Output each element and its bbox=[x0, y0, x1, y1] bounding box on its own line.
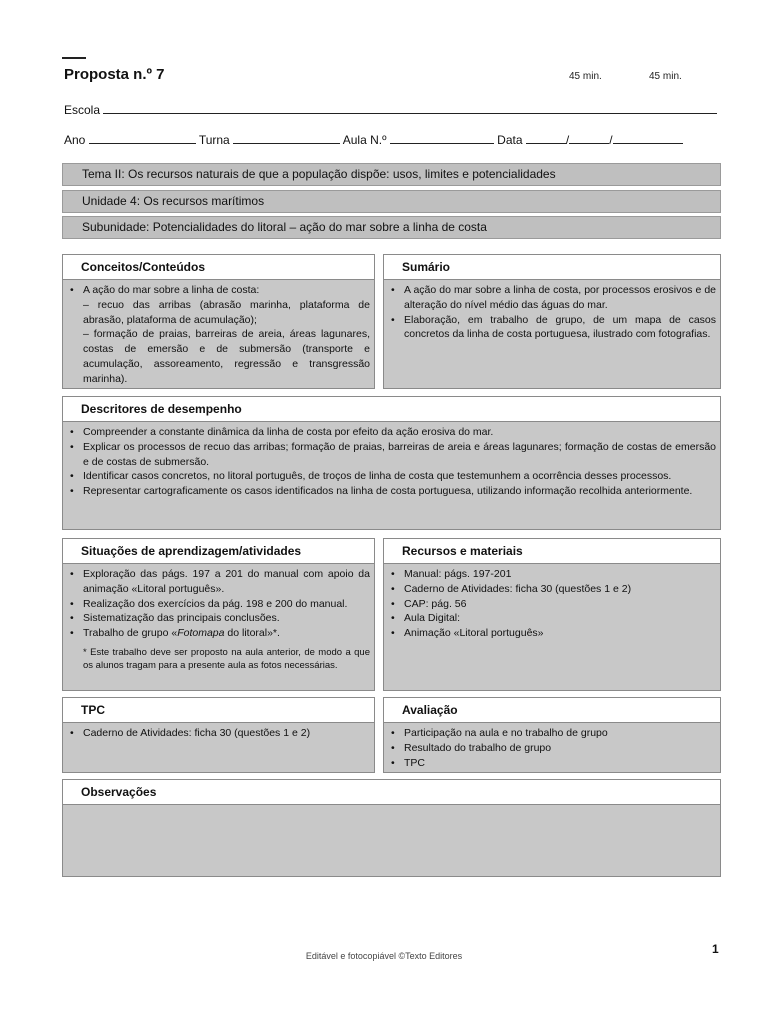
sumario-box bbox=[383, 254, 721, 389]
list-item: • A ação do mar sobre a linha de costa, por processos erosivos e de alteração do nível médio das águas do mar. bbox=[390, 283, 716, 313]
ano-label: Ano bbox=[64, 133, 86, 147]
avaliacao-heading: Avaliação bbox=[384, 698, 720, 723]
list-item: • Caderno de Atividades: ficha 30 (questões 1 e 2) bbox=[390, 582, 716, 597]
escola-field[interactable] bbox=[103, 102, 717, 114]
sumario-heading: Sumário bbox=[384, 255, 720, 280]
tema-band: Tema II: Os recursos naturais de que a população dispõe: usos, limites e potencialidades bbox=[62, 163, 721, 186]
observacoes-area[interactable] bbox=[63, 805, 720, 877]
data-year-field[interactable] bbox=[613, 132, 683, 144]
turma-field[interactable] bbox=[233, 132, 340, 144]
recursos-heading: Recursos e materiais bbox=[384, 539, 720, 564]
escola-label: Escola bbox=[64, 103, 101, 117]
tpc-box bbox=[62, 697, 375, 773]
descritores-box bbox=[62, 396, 721, 530]
recursos-box bbox=[383, 538, 721, 691]
avaliacao-body bbox=[384, 723, 720, 770]
list-item: • Explicar os processos de recuo das arribas; formação de praias, barreiras de areia e áreas lagunares; formação de costas de emersão e de costas de submersão. bbox=[69, 440, 716, 470]
situacoes-box bbox=[62, 538, 375, 691]
data-month-field[interactable] bbox=[569, 132, 609, 144]
class-info-row bbox=[64, 132, 683, 147]
descritores-heading: Descritores de desempenho bbox=[63, 397, 720, 422]
sumario-body bbox=[384, 280, 720, 342]
situacoes-heading: Situações de aprendizagem/atividades bbox=[63, 539, 374, 564]
list-item: • Exploração das págs. 197 a 201 do manual com apoio da animação «Litoral português». bbox=[69, 567, 370, 597]
tpc-body bbox=[63, 723, 374, 741]
date-separator: / bbox=[565, 133, 570, 147]
descritores-body bbox=[63, 422, 720, 499]
ano-field[interactable] bbox=[89, 132, 196, 144]
list-item: • Identificar casos concretos, no litoral português, de troços de linha de costa que testemunhem a ocorrência desses processos. bbox=[69, 469, 716, 484]
page-title: Proposta n.º 7 bbox=[64, 66, 165, 83]
header-rule bbox=[62, 57, 86, 59]
subunidade-band: Subunidade: Potencialidades do litoral – ação do mar sobre a linha de costa bbox=[62, 216, 721, 239]
situacoes-body bbox=[63, 564, 374, 673]
duration-1: 45 min. bbox=[569, 71, 602, 82]
conceitos-box bbox=[62, 254, 375, 389]
footer-credit: Editável e fotocopiável ©Texto Editores bbox=[305, 951, 463, 961]
list-item: • Manual: págs. 197-201 bbox=[390, 567, 716, 582]
date-separator: / bbox=[609, 133, 613, 147]
list-item: • Animação «Litoral português» bbox=[390, 626, 716, 641]
observacoes-box bbox=[62, 779, 721, 877]
list-item: • CAP: pág. 56 bbox=[390, 597, 716, 612]
footnote: * Este trabalho deve ser proposto na aula anterior, de modo a que os alunos tragam para a presente aula as fotos necessárias. bbox=[83, 646, 370, 672]
list-item: • Compreender a constante dinâmica da linha de costa por efeito da ação erosiva do mar. bbox=[69, 425, 716, 440]
sub-item: – formação de praias, barreiras de areia, áreas lagunares, costas de emersão e de submersão (transporte e acumulação, assoreamento, regressão e transgressão marinha). bbox=[83, 328, 370, 385]
observacoes-heading: Observações bbox=[63, 780, 720, 805]
escola-row bbox=[64, 102, 717, 117]
list-item: • Aula Digital: bbox=[390, 611, 716, 626]
recursos-body bbox=[384, 564, 720, 641]
conceitos-heading: Conceitos/Conteúdos bbox=[63, 255, 374, 280]
sub-item: – recuo das arribas (abrasão marinha, plataforma de abrasão, plataforma de acumulação); bbox=[83, 298, 370, 326]
list-item: • Participação na aula e no trabalho de grupo bbox=[390, 726, 716, 741]
turma-label: Turna bbox=[198, 133, 230, 147]
aula-label: Aula N.º bbox=[342, 133, 387, 147]
list-item: • Sistematização das principais conclusões. bbox=[69, 611, 370, 626]
unidade-band: Unidade 4: Os recursos marítimos bbox=[62, 190, 721, 213]
list-item: • Caderno de Atividades: ficha 30 (questões 1 e 2) bbox=[69, 726, 370, 741]
list-item: • Resultado do trabalho de grupo bbox=[390, 741, 716, 756]
page-number: 1 bbox=[712, 942, 719, 956]
data-label: Data bbox=[497, 133, 523, 147]
tpc-heading: TPC bbox=[63, 698, 374, 723]
list-item: • Elaboração, em trabalho de grupo, de um mapa de casos concretos da linha de costa portuguesa, ilustrado com fotografias. bbox=[390, 313, 716, 343]
data-day-field[interactable] bbox=[526, 132, 566, 144]
list-item: • TPC bbox=[390, 756, 716, 771]
conceitos-body bbox=[63, 280, 374, 387]
list-item: • A ação do mar sobre a linha de costa: – recuo das arribas (abrasão marinha, plataforma de abrasão, plataforma de acumulação); – formação de praias, barreiras de areia, áreas lagunares, costas de emersão e de submersão (transporte e acumulação, assoreamento, regressão e transgressão marinha). bbox=[69, 283, 370, 387]
avaliacao-box bbox=[383, 697, 721, 773]
list-item: • Trabalho de grupo «Fotomapa do litoral»*. bbox=[69, 626, 370, 641]
list-item: • Realização dos exercícios da pág. 198 e 200 do manual. bbox=[69, 597, 370, 612]
duration-2: 45 min. bbox=[649, 71, 682, 82]
aula-field[interactable] bbox=[390, 132, 494, 144]
list-item: • Representar cartograficamente os casos identificados na linha de costa portuguesa, utilizando informação recolhida anteriormente. bbox=[69, 484, 716, 499]
